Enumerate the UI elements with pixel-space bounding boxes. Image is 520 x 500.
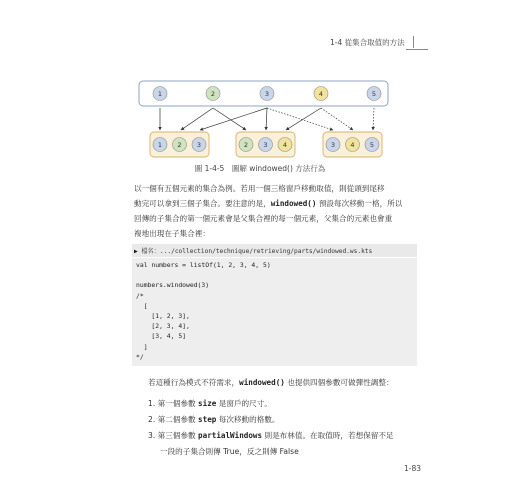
paragraph-line: 動完可以拿到三個子集合。要注意的是，windowed() 預設每次移動一格，所以 <box>134 199 403 208</box>
top-element-circle <box>206 87 220 101</box>
svg-text:1: 1 <box>157 140 163 149</box>
top-element-circle <box>153 87 167 101</box>
inline-code: windowed() <box>270 199 317 208</box>
arrow <box>200 108 267 130</box>
paragraph-line: 複地出現在子集合裡： <box>134 229 210 238</box>
svg-text:5: 5 <box>371 89 377 98</box>
page-number: 1-83 <box>404 464 422 473</box>
arrow <box>181 108 213 130</box>
code-line: numbers.windowed(3) <box>136 281 210 290</box>
svg-text:3: 3 <box>264 89 270 98</box>
dotted-arrow <box>267 108 333 130</box>
window-element-circle <box>346 138 360 152</box>
arrow <box>266 108 267 130</box>
inline-code: windowed() <box>239 378 285 387</box>
window-element-circle <box>173 138 187 152</box>
arrow <box>286 108 321 130</box>
svg-text:4: 4 <box>318 89 324 98</box>
param-name: size <box>198 399 217 408</box>
code-line: ] <box>136 342 148 351</box>
list-item: 1. 第一個參數 size 是窗戶的尺寸。 <box>148 399 272 408</box>
top-element-circle <box>367 87 381 101</box>
section-title: 1-4 從集合取值的方法 <box>330 38 405 47</box>
window-element-circle <box>278 138 292 152</box>
svg-text:2: 2 <box>210 89 216 98</box>
param-name: partialWindows <box>198 431 263 440</box>
svg-text:5: 5 <box>369 140 375 149</box>
code-line: /* <box>136 291 144 300</box>
window-element-circle <box>326 138 340 152</box>
dotted-arrow <box>321 108 353 130</box>
file-path-bar <box>132 244 417 257</box>
code-block <box>132 258 417 366</box>
window-element-circle <box>192 138 206 152</box>
param-name: step <box>198 415 217 424</box>
svg-text:1: 1 <box>157 89 163 98</box>
parameter-list <box>148 396 418 460</box>
paragraph-line: 以一個有五個元素的集合為例。若用一個三格窗戶移動取值，則從頭到尾移 <box>134 184 385 193</box>
window-element-circle <box>259 138 273 152</box>
svg-text:3: 3 <box>263 140 268 149</box>
paragraph-intro <box>134 181 416 241</box>
window-element-circle <box>365 138 379 152</box>
list-item-continuation: 一段的子集合則傳 True，反之則傳 False <box>160 447 299 456</box>
svg-text:3: 3 <box>196 140 202 149</box>
dotted-arrow <box>373 108 374 130</box>
paragraph-options: 若這種行為模式不符需求，windowed() 也提供四個參數可做彈性調整： <box>148 378 394 387</box>
code-line: [ <box>136 301 148 310</box>
svg-text:2: 2 <box>177 140 182 149</box>
code-line: */ <box>136 352 144 361</box>
code-line <box>136 271 417 281</box>
window-element-circle <box>153 138 167 152</box>
svg-text:4: 4 <box>282 140 288 149</box>
arrow <box>213 108 246 130</box>
window-element-circle <box>239 138 253 152</box>
paragraph-line: 回傳的子集合的第一個元素會是父集合裡的每一個元素，父集合的元素也會重 <box>134 214 393 223</box>
top-element-circle <box>260 87 274 101</box>
play-icon: ▶ <box>134 248 138 255</box>
figure-caption: 圖 1-4-5 圖解 windowed() 方法行為 <box>194 164 326 173</box>
file-path: 檔名：.../collection/technique/retrieving/parts/windowed.ws.kts <box>141 248 373 255</box>
svg-text:2: 2 <box>243 140 249 149</box>
top-element-circle <box>314 87 328 101</box>
code-line: [2, 3, 4], <box>136 322 190 331</box>
svg-text:3: 3 <box>330 140 336 149</box>
code-line: [1, 2, 3], <box>136 311 190 320</box>
code-line: val numbers = listOf(1, 2, 3, 4, 5) <box>136 261 271 269</box>
list-item: 2. 第二個參數 step 每次移動的格數。 <box>148 415 280 424</box>
svg-text:4: 4 <box>350 140 355 149</box>
code-line: [3, 4, 5] <box>136 332 187 341</box>
list-item: 3. 第三個參數 partialWindows 則是布林值。在取值時，若想保留不足 <box>148 431 394 440</box>
